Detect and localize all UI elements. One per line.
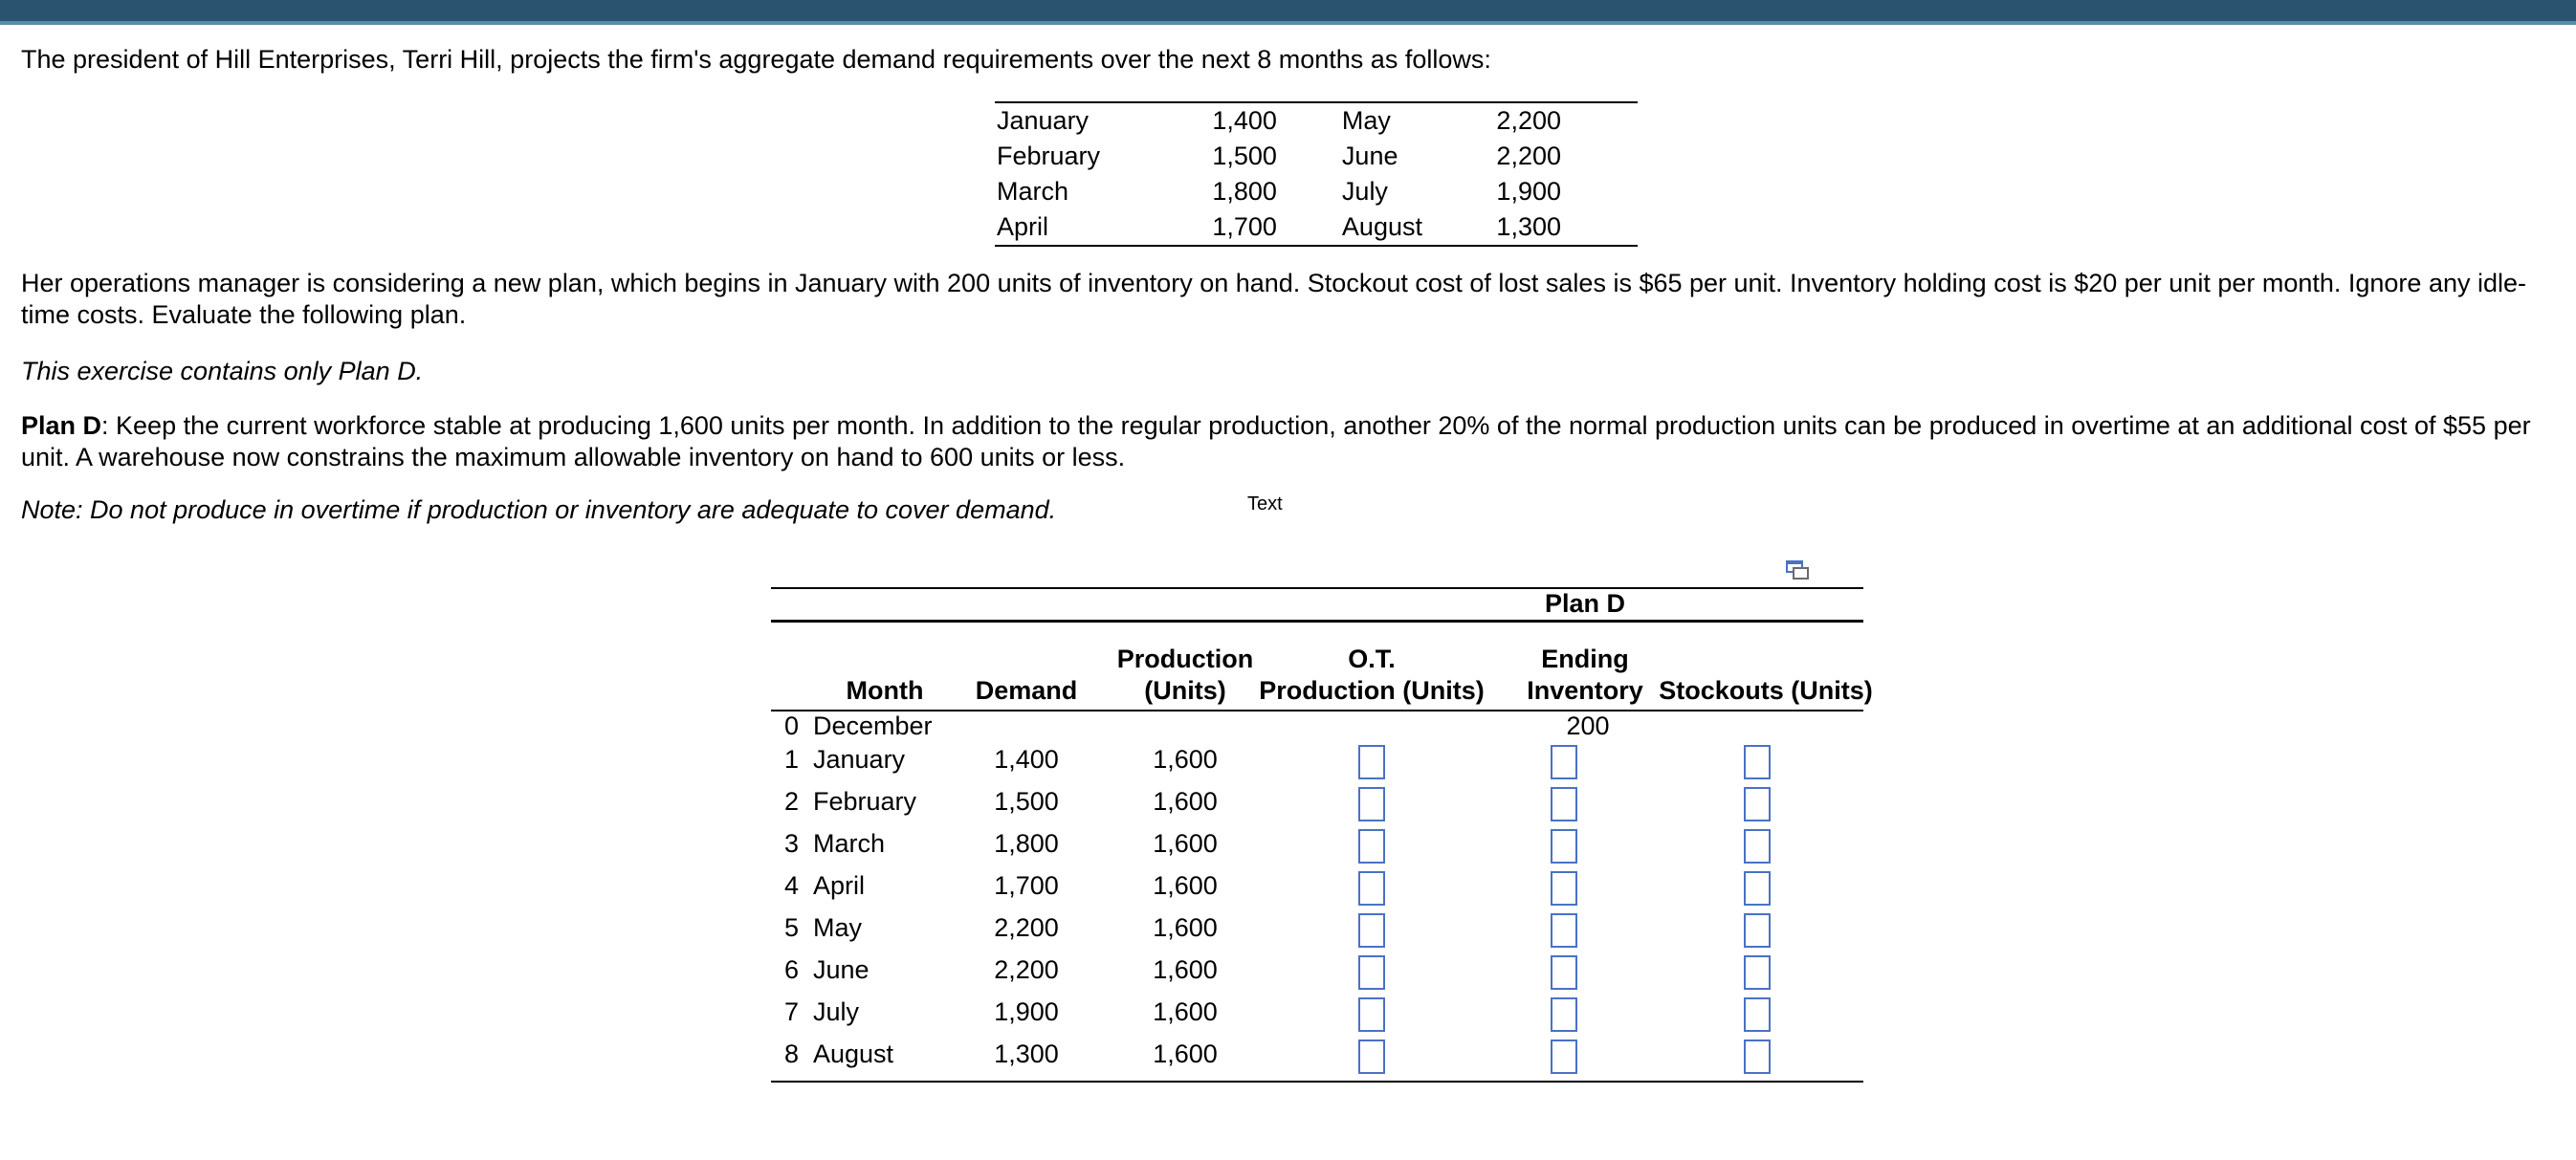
table-rule bbox=[771, 1081, 1863, 1083]
demand-cell: 1,800 bbox=[1212, 177, 1277, 206]
row-number: 7 bbox=[784, 997, 800, 1026]
row-month: March bbox=[813, 829, 886, 858]
row-production: 1,600 bbox=[1153, 871, 1218, 900]
ending-inventory-input[interactable] bbox=[1551, 871, 1577, 906]
month-cell: August bbox=[1341, 212, 1422, 241]
header-stockouts: Stockouts (Units) bbox=[1659, 676, 1873, 705]
row-number: 2 bbox=[784, 787, 800, 816]
stockouts-input[interactable] bbox=[1744, 787, 1771, 821]
ending-inventory-input[interactable] bbox=[1551, 829, 1577, 864]
demand-cell: 2,200 bbox=[1496, 106, 1561, 135]
intro-text: The president of Hill Enterprises, Terri Hill, projects the firm's aggregate demand requirements over the next 8 months as follows: bbox=[21, 45, 1491, 74]
row-number: 4 bbox=[784, 871, 800, 900]
row-demand: 2,200 bbox=[994, 913, 1059, 942]
row-number: 6 bbox=[784, 955, 800, 984]
stockouts-input[interactable] bbox=[1744, 997, 1771, 1032]
row-month: January bbox=[813, 745, 906, 774]
stockouts-input[interactable] bbox=[1744, 871, 1771, 906]
month-cell: February bbox=[997, 142, 1101, 170]
table-row bbox=[771, 822, 1863, 865]
row-production: 1,600 bbox=[1153, 829, 1218, 858]
table-row bbox=[771, 738, 1863, 780]
only-plan-text: This exercise contains only Plan D. bbox=[21, 357, 424, 385]
table-row bbox=[995, 139, 1638, 174]
ending-inventory-input[interactable] bbox=[1551, 913, 1577, 948]
ending-inventory-input[interactable] bbox=[1551, 745, 1577, 779]
row-production: 1,600 bbox=[1153, 787, 1218, 816]
row-number: 3 bbox=[784, 829, 800, 858]
row-production: 1,600 bbox=[1153, 745, 1218, 774]
table-row bbox=[995, 209, 1638, 246]
row-month: February bbox=[813, 787, 917, 816]
ending-inventory-input[interactable] bbox=[1551, 997, 1577, 1032]
header-ending: Ending bbox=[1541, 645, 1629, 673]
row-month: August bbox=[813, 1040, 894, 1068]
row-demand: 1,500 bbox=[994, 787, 1059, 816]
row-demand: 1,700 bbox=[994, 871, 1059, 900]
row-production: 1,600 bbox=[1153, 913, 1218, 942]
row-month: April bbox=[813, 871, 866, 900]
row-number: 0 bbox=[784, 711, 800, 740]
ot-production-input[interactable] bbox=[1358, 829, 1385, 864]
ot-production-input[interactable] bbox=[1358, 913, 1385, 948]
row-number: 8 bbox=[784, 1040, 800, 1068]
month-cell: March bbox=[997, 177, 1069, 206]
month-cell: May bbox=[1341, 106, 1391, 135]
ending-inventory-input[interactable] bbox=[1551, 955, 1577, 990]
header-ot-production: Production (Units) bbox=[1259, 676, 1485, 705]
row-production: 1,600 bbox=[1153, 955, 1218, 984]
row-production: 1,600 bbox=[1153, 1040, 1218, 1068]
note-text: Note: Do not produce in overtime if production or inventory are adequate to cover demand. bbox=[21, 495, 1057, 524]
row-production: 1,600 bbox=[1153, 997, 1218, 1026]
header-production: Production bbox=[1116, 645, 1254, 673]
table-row-start bbox=[771, 710, 1863, 742]
row-month: July bbox=[813, 997, 860, 1026]
table-row bbox=[771, 865, 1863, 907]
row-month: May bbox=[813, 913, 863, 942]
demand-cell: 1,700 bbox=[1212, 212, 1277, 241]
header-production-units: (Units) bbox=[1144, 676, 1226, 705]
header-month: Month bbox=[846, 676, 924, 705]
month-cell: June bbox=[1341, 142, 1398, 170]
ending-inventory-input[interactable] bbox=[1551, 787, 1577, 821]
row-month: December bbox=[813, 711, 933, 740]
demand-cell: 1,900 bbox=[1496, 177, 1561, 206]
table-row bbox=[995, 174, 1638, 209]
table-row bbox=[771, 1033, 1863, 1075]
demand-table bbox=[995, 101, 1638, 247]
table-rule bbox=[771, 620, 1863, 623]
stockouts-input[interactable] bbox=[1744, 1040, 1771, 1074]
month-cell: April bbox=[997, 212, 1049, 241]
table-row bbox=[771, 991, 1863, 1033]
starting-inventory: 200 bbox=[1566, 711, 1610, 740]
table-rule bbox=[771, 587, 1863, 589]
demand-cell: 2,200 bbox=[1496, 142, 1561, 170]
table-row bbox=[771, 907, 1863, 949]
row-demand: 2,200 bbox=[994, 955, 1059, 984]
scenario-text: Her operations manager is considering a new plan, which begins in January with 200 units of inventory on hand. Stockout cost of lost sales is $65 per unit. Inventory holding cost is $20 per unit per month. Ignore any idle-time costs. Evaluate the following plan. bbox=[21, 269, 2526, 329]
header-inventory: Inventory bbox=[1527, 676, 1643, 705]
month-cell: January bbox=[997, 106, 1090, 135]
row-demand: 1,400 bbox=[994, 745, 1059, 774]
row-month: June bbox=[813, 955, 870, 984]
plan-table-title: Plan D bbox=[1544, 589, 1626, 618]
ot-production-input[interactable] bbox=[1358, 787, 1385, 821]
stockouts-input[interactable] bbox=[1744, 955, 1771, 990]
ot-production-input[interactable] bbox=[1358, 997, 1385, 1032]
ot-production-input[interactable] bbox=[1358, 1040, 1385, 1074]
table-row bbox=[771, 780, 1863, 822]
demand-cell: 1,300 bbox=[1496, 212, 1561, 241]
table-row bbox=[771, 949, 1863, 991]
text-label: Text bbox=[1247, 493, 1283, 514]
demand-cell: 1,400 bbox=[1212, 106, 1277, 135]
month-cell: July bbox=[1341, 177, 1388, 206]
ot-production-input[interactable] bbox=[1358, 745, 1385, 779]
table-row bbox=[995, 102, 1638, 139]
top-banner bbox=[0, 0, 2576, 25]
ot-production-input[interactable] bbox=[1358, 955, 1385, 990]
row-demand: 1,900 bbox=[994, 997, 1059, 1026]
plan-text: : Keep the current workforce stable at producing 1,600 units per month. In addition to the regular production, another 20% of the normal production units can be produced in overtime at an additional cost of $55 per unit. A warehouse now constrains the maximum allowable inventory on hand to 600 units or less. bbox=[21, 411, 2531, 471]
demand-cell: 1,500 bbox=[1212, 142, 1277, 170]
plan-label: Plan D bbox=[21, 411, 102, 440]
header-ot: O.T. bbox=[1348, 645, 1396, 673]
stockouts-input[interactable] bbox=[1744, 745, 1771, 779]
row-demand: 1,800 bbox=[994, 829, 1059, 858]
header-demand: Demand bbox=[975, 676, 1078, 705]
row-demand: 1,300 bbox=[994, 1040, 1059, 1068]
copy-table-icon[interactable] bbox=[1785, 558, 1810, 581]
plan-description bbox=[21, 410, 2565, 473]
ending-inventory-input[interactable] bbox=[1551, 1040, 1577, 1074]
row-number: 1 bbox=[784, 745, 800, 774]
row-number: 5 bbox=[784, 913, 800, 942]
stockouts-input[interactable] bbox=[1744, 829, 1771, 864]
stockouts-input[interactable] bbox=[1744, 913, 1771, 948]
ot-production-input[interactable] bbox=[1358, 871, 1385, 906]
